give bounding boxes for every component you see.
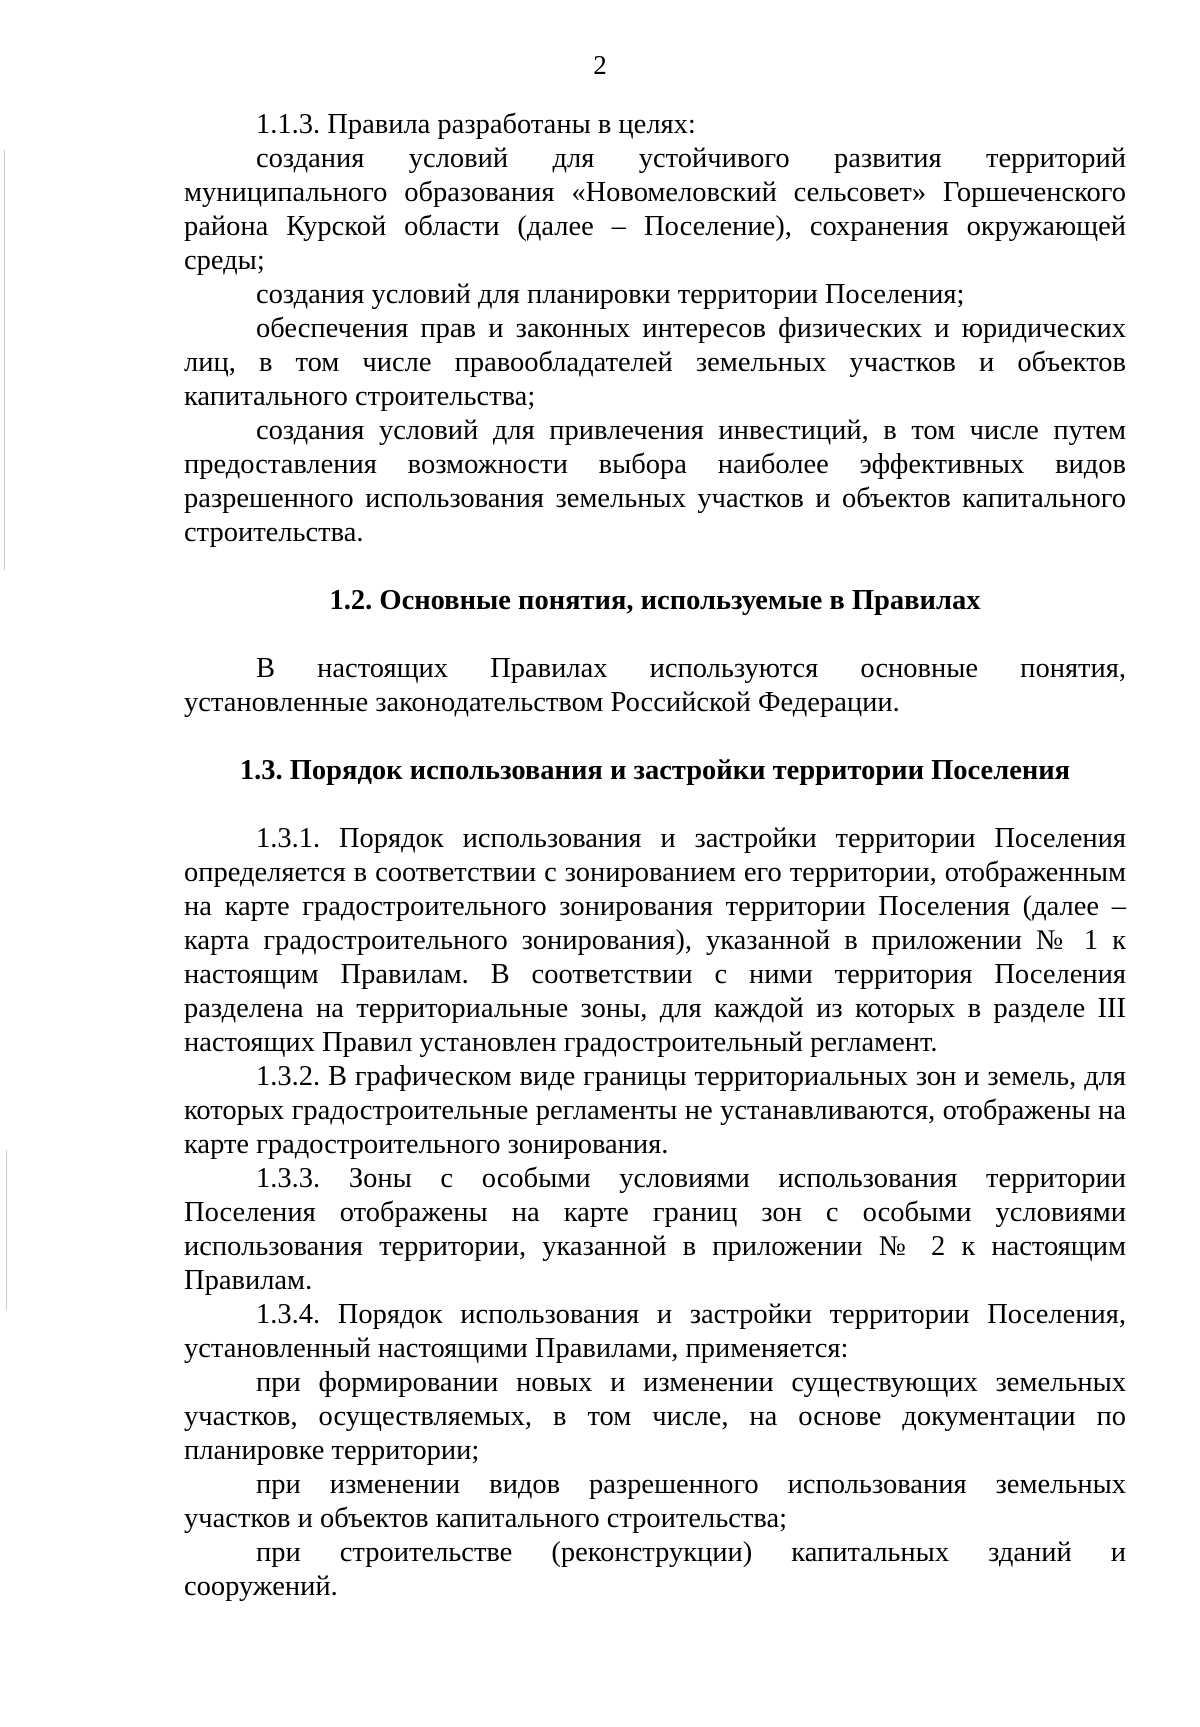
paragraph: 1.3.3. Зоны с особыми условиями использования территории Поселения отображены на карте границ зон с особыми условиями использования территории, указанной в приложении № 2 к настоящим Правилам. xyxy=(184,1163,1126,1296)
paragraph: при формировании новых и изменении существующих земельных участков, осуществляемых, в том числе, на основе документации по планировке территории; xyxy=(184,1367,1126,1466)
paragraph: 1.3.4. Порядок использования и застройки территории Поселения, установленный настоящими Правилами, применяется: xyxy=(184,1299,1126,1364)
paragraph: 1.3.2. В графическом виде границы территориальных зон и земель, для которых градостроительные регламенты не устанавливаются, отображены на карте градостроительного зонирования. xyxy=(184,1061,1126,1160)
paragraph: В настоящих Правилах используются основные понятия, установленные законодательством Российской Федерации. xyxy=(184,653,1126,718)
paragraph: 1.1.3. Правила разработаны в целях: xyxy=(256,109,696,140)
paragraph: 1.3.1. Порядок использования и застройки территории Поселения определяется в соответствии с зонированием его территории, отображенным на карте градостроительного зонирования территории Поселения (далее – карта градостроительного зонирования), указанной в приложении № 1 к настоящим Правилам. В соответствии с ними территория Поселения разделена на территориальные зоны, для каждой из которых в разделе III настоящих Правил установлен градостроительный регламент. xyxy=(184,823,1126,1058)
paragraph: создания условий для планировки территории Поселения; xyxy=(256,279,965,310)
paragraph: обеспечения прав и законных интересов физических и юридических лиц, в том числе правообладателей земельных участков и объектов капитального строительства; xyxy=(184,313,1126,412)
document-body xyxy=(184,108,1126,1604)
paragraph: создания условий для привлечения инвестиций, в том числе путем предоставления возможности выбора наиболее эффективных видов разрешенного использования земельных участков и объектов капитального строительства. xyxy=(184,415,1126,548)
paragraph: создания условий для устойчивого развития территорий муниципального образования «Новомеловский сельсовет» Горшеченского района Курской области (далее – Поселение), сохранения окружающей среды; xyxy=(184,143,1126,276)
paragraph: при строительстве (реконструкции) капитальных зданий и сооружений. xyxy=(184,1537,1126,1602)
page-number: 2 xyxy=(593,50,607,80)
scan-edge-mark xyxy=(4,150,5,570)
section-heading-1-2: 1.2. Основные понятия, используемые в Правилах xyxy=(329,585,981,616)
scan-edge-mark xyxy=(6,1150,7,1310)
paragraph: при изменении видов разрешенного использования земельных участков и объектов капитального строительства; xyxy=(184,1469,1126,1534)
section-heading-1-3: 1.3. Порядок использования и застройки территории Поселения xyxy=(239,755,1071,786)
